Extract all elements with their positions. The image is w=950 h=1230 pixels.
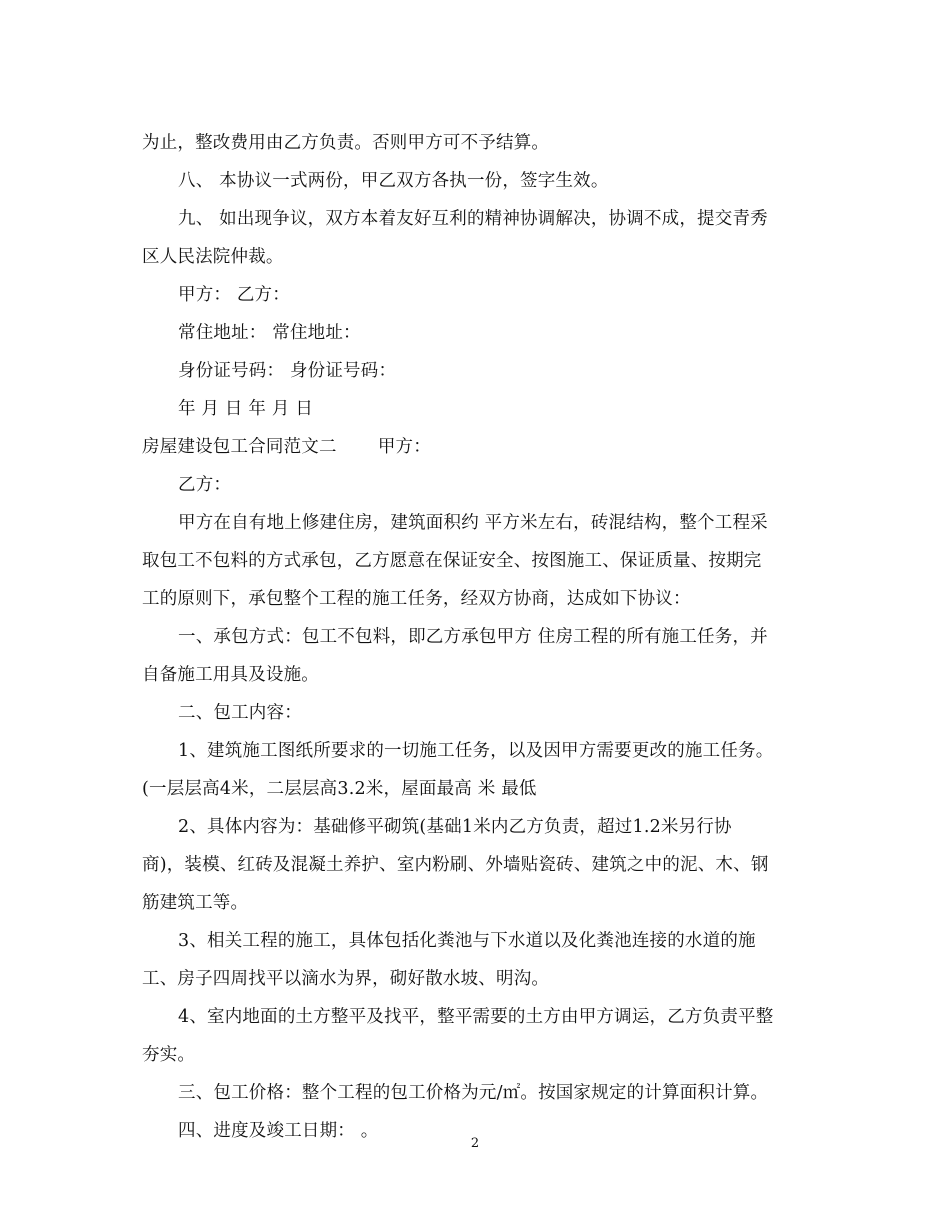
text-line: 区人民法院仲裁。 [142, 247, 284, 267]
text-line: 一、承包方式：包工不包料，即乙方承包甲方 住房工程的所有施工任务，并 [178, 627, 768, 647]
text-line: 工的原则下，承包整个工程的施工任务，经双方协商，达成如下协议： [142, 589, 691, 609]
text-line: 八、 本协议一式两份，甲乙双方各执一份，签字生效。 [178, 171, 609, 191]
text-line: 甲方： 乙方： [178, 285, 290, 305]
text-line: 3、相关工程的施工，具体包括化粪池与下水道以及化粪池连接的水道的施 [178, 931, 756, 951]
text-line: 三、包工价格：整个工程的包工价格为元/㎡。按国家规定的计算面积计算。 [178, 1083, 769, 1103]
text-line: 身份证号码： 身份证号码： [178, 361, 397, 381]
text-line: 4、室内地面的土方整平及找平，整平需要的土方由甲方调运，乙方负责平整 [178, 1007, 774, 1027]
text-line: 自备施工用具及设施。 [142, 665, 319, 685]
text-line: 2、具体内容为：基础修平砌筑(基础1米内乙方负责，超过1.2米另行协 [178, 817, 732, 837]
text-line: (一层层高4米，二层层高3.2米，屋面最高 米 最低 [142, 779, 537, 799]
section-heading: 房屋建设包工合同范文二 甲方： [142, 437, 431, 457]
text-line: 1、建筑施工图纸所要求的一切施工任务，以及因甲方需要更改的施工任务。 [178, 741, 774, 761]
text-line: 工、房子四周找平以滴水为界，砌好散水坡、明沟。 [142, 969, 550, 989]
text-line: 夯实。 [142, 1045, 196, 1065]
page-number: 2 [470, 1136, 480, 1151]
text-line: 年 月 日 年 月 日 [178, 399, 314, 419]
text-line: 商)，装模、红砖及混凝土养护、室内粉刷、外墙贴瓷砖、建筑之中的泥、木、钢 [142, 855, 769, 875]
text-line: 四、进度及竣工日期： 。 [178, 1121, 379, 1141]
text-line: 常住地址： 常住地址： [178, 323, 361, 343]
text-line: 乙方： [178, 475, 232, 495]
text-line: 甲方在自有地上修建住房，建筑面积约 平方米左右，砖混结构，整个工程采 [178, 513, 768, 533]
text-line: 九、 如出现争议，双方本着友好互利的精神协调解决，协调不成，提交青秀 [178, 209, 768, 229]
text-line: 二、包工内容： [178, 703, 302, 723]
text-line: 为止，整改费用由乙方负责。否则甲方可不予结算。 [142, 133, 550, 153]
text-line: 筋建筑工等。 [142, 893, 249, 913]
text-line: 取包工不包料的方式承包，乙方愿意在保证安全、按图施工、保证质量、按期完 [142, 551, 762, 571]
